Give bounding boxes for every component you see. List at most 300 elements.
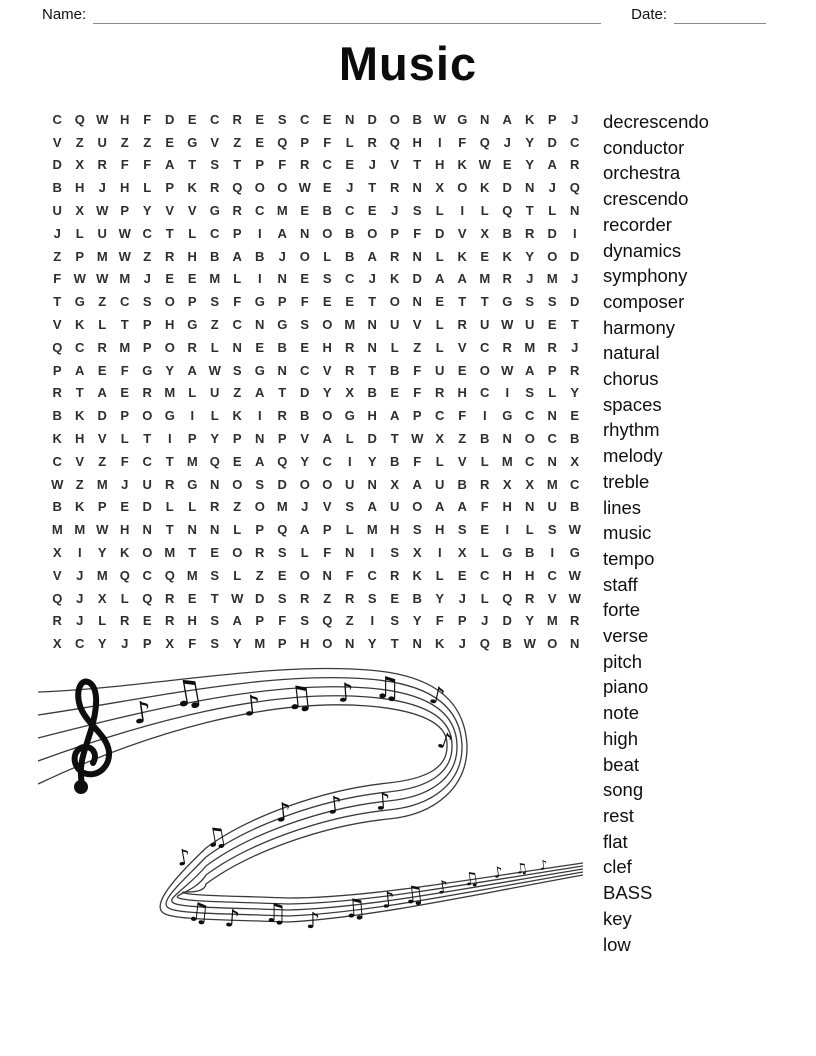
grid-letter[interactable]: E <box>232 453 242 469</box>
grid-letter[interactable]: B <box>52 180 62 196</box>
grid-letter[interactable]: C <box>345 203 355 219</box>
grid-letter[interactable]: J <box>301 499 309 515</box>
grid-letter[interactable]: D <box>52 157 62 173</box>
grid-letter[interactable]: Q <box>277 453 288 469</box>
grid-letter[interactable]: B <box>367 385 377 401</box>
grid-letter[interactable]: T <box>165 225 174 241</box>
grid-letter[interactable]: R <box>390 180 400 196</box>
grid-letter[interactable]: H <box>390 522 400 538</box>
grid-letter[interactable]: V <box>187 203 197 219</box>
grid-letter[interactable]: D <box>255 590 265 606</box>
grid-letter[interactable]: Y <box>367 636 377 652</box>
grid-letter[interactable]: Z <box>323 590 332 606</box>
grid-letter[interactable]: L <box>435 317 444 332</box>
grid-letter[interactable]: U <box>52 203 62 219</box>
grid-letter[interactable]: X <box>390 476 400 492</box>
grid-letter[interactable]: T <box>233 157 242 173</box>
grid-letter[interactable]: F <box>413 453 422 469</box>
grid-letter[interactable]: O <box>164 339 175 355</box>
grid-letter[interactable]: P <box>255 157 265 173</box>
grid-letter[interactable]: J <box>346 180 354 196</box>
word-list-item[interactable]: recorder <box>603 213 672 235</box>
grid-letter[interactable]: V <box>300 430 310 446</box>
grid-letter[interactable]: V <box>322 499 332 515</box>
grid-letter[interactable]: J <box>53 225 61 241</box>
grid-letter[interactable]: T <box>278 385 287 401</box>
grid-letter[interactable]: C <box>322 157 332 173</box>
grid-letter[interactable]: N <box>187 522 197 538</box>
word-list-item[interactable]: clef <box>603 856 632 878</box>
grid-letter[interactable]: G <box>277 317 288 332</box>
grid-letter[interactable]: E <box>435 294 445 310</box>
grid-letter[interactable]: V <box>52 134 62 150</box>
grid-letter[interactable]: C <box>480 339 490 355</box>
grid-letter[interactable]: W <box>96 203 109 219</box>
grid-letter[interactable]: E <box>255 339 265 355</box>
grid-letter[interactable]: R <box>255 544 265 560</box>
grid-letter[interactable]: E <box>300 203 310 219</box>
grid-letter[interactable]: X <box>457 544 467 560</box>
grid-letter[interactable]: X <box>525 476 535 492</box>
grid-letter[interactable]: V <box>457 339 467 355</box>
grid-letter[interactable]: I <box>257 271 262 287</box>
grid-letter[interactable]: W <box>501 362 514 378</box>
grid-letter[interactable]: L <box>210 339 219 355</box>
grid-letter[interactable]: A <box>412 476 422 492</box>
grid-letter[interactable]: Y <box>367 453 377 469</box>
grid-letter[interactable]: J <box>121 476 129 492</box>
grid-letter[interactable]: Q <box>569 180 580 196</box>
grid-letter[interactable]: N <box>412 248 422 264</box>
grid-letter[interactable]: L <box>233 271 242 287</box>
grid-letter[interactable]: R <box>435 385 445 401</box>
grid-letter[interactable]: K <box>187 180 197 196</box>
grid-letter[interactable]: H <box>435 157 445 173</box>
grid-letter[interactable]: E <box>480 522 490 538</box>
word-list-item[interactable]: high <box>603 727 638 749</box>
grid-letter[interactable]: R <box>570 362 580 378</box>
grid-letter[interactable]: O <box>547 636 558 652</box>
word-search-grid[interactable] <box>46 108 586 655</box>
grid-letter[interactable]: T <box>368 294 377 310</box>
grid-letter[interactable]: X <box>75 157 85 173</box>
grid-letter[interactable]: C <box>120 294 130 310</box>
grid-letter[interactable]: G <box>254 294 265 310</box>
word-list-item[interactable]: orchestra <box>603 162 681 184</box>
grid-letter[interactable]: X <box>435 180 445 196</box>
grid-letter[interactable]: D <box>97 408 107 424</box>
grid-letter[interactable]: J <box>548 180 556 196</box>
grid-letter[interactable]: F <box>120 362 129 378</box>
grid-letter[interactable]: O <box>457 180 468 196</box>
grid-letter[interactable]: L <box>98 317 107 332</box>
grid-letter[interactable]: K <box>390 271 400 287</box>
grid-letter[interactable]: H <box>75 430 85 446</box>
grid-letter[interactable]: E <box>187 590 197 606</box>
grid-letter[interactable]: I <box>505 522 510 538</box>
word-list-item[interactable]: lines <box>603 496 642 518</box>
grid-letter[interactable]: Y <box>525 134 535 150</box>
grid-letter[interactable]: V <box>165 203 175 219</box>
grid-letter[interactable]: S <box>277 544 287 560</box>
grid-letter[interactable]: U <box>390 499 400 515</box>
grid-letter[interactable]: P <box>187 430 197 446</box>
grid-letter[interactable]: V <box>457 225 467 241</box>
grid-letter[interactable]: R <box>570 613 580 629</box>
grid-letter[interactable]: W <box>118 225 131 241</box>
grid-letter[interactable]: N <box>502 430 512 446</box>
grid-letter[interactable]: O <box>479 362 490 378</box>
grid-letter[interactable]: B <box>300 408 310 424</box>
grid-letter[interactable]: V <box>547 590 557 606</box>
grid-letter[interactable]: C <box>142 567 152 583</box>
grid-letter[interactable]: R <box>457 317 467 332</box>
grid-letter[interactable]: C <box>52 453 62 469</box>
grid-letter[interactable]: N <box>277 362 287 378</box>
grid-letter[interactable]: T <box>188 544 197 560</box>
grid-letter[interactable]: Z <box>143 248 152 264</box>
grid-letter[interactable]: U <box>97 134 107 150</box>
grid-letter[interactable]: R <box>345 362 355 378</box>
grid-letter[interactable]: R <box>525 590 535 606</box>
grid-letter[interactable]: G <box>187 134 198 150</box>
grid-letter[interactable]: D <box>367 430 377 446</box>
grid-letter[interactable]: Y <box>300 453 310 469</box>
grid-letter[interactable]: Z <box>345 613 354 629</box>
grid-letter[interactable]: H <box>120 522 130 538</box>
grid-letter[interactable]: K <box>75 317 85 332</box>
grid-letter[interactable]: M <box>96 476 108 492</box>
grid-letter[interactable]: Q <box>52 590 63 606</box>
grid-letter[interactable]: O <box>232 544 243 560</box>
grid-letter[interactable]: B <box>255 248 265 264</box>
grid-letter[interactable]: B <box>277 339 287 355</box>
grid-letter[interactable]: A <box>187 362 197 378</box>
grid-letter[interactable]: U <box>480 317 490 332</box>
grid-letter[interactable]: N <box>345 544 355 560</box>
grid-letter[interactable]: R <box>300 590 310 606</box>
grid-letter[interactable]: M <box>96 248 108 264</box>
grid-letter[interactable]: R <box>142 385 152 401</box>
grid-letter[interactable]: V <box>52 317 62 332</box>
grid-letter[interactable]: U <box>390 317 400 332</box>
grid-letter[interactable]: O <box>322 408 333 424</box>
grid-letter[interactable]: G <box>502 544 513 560</box>
grid-letter[interactable]: M <box>119 339 131 355</box>
word-list-item[interactable]: pitch <box>603 650 643 672</box>
grid-letter[interactable]: O <box>524 430 535 446</box>
grid-letter[interactable]: L <box>345 430 354 446</box>
grid-letter[interactable]: T <box>368 362 377 378</box>
grid-letter[interactable]: F <box>53 271 62 287</box>
word-list-item[interactable]: staff <box>603 573 638 595</box>
grid-letter[interactable]: G <box>209 203 220 219</box>
grid-letter[interactable]: I <box>482 408 487 424</box>
grid-letter[interactable]: X <box>412 544 422 560</box>
grid-letter[interactable]: S <box>210 613 220 629</box>
grid-letter[interactable]: M <box>524 339 536 355</box>
grid-letter[interactable]: Y <box>232 636 242 652</box>
grid-letter[interactable]: K <box>232 408 242 424</box>
grid-letter[interactable]: D <box>570 294 580 310</box>
grid-letter[interactable]: T <box>120 317 129 332</box>
grid-letter[interactable]: P <box>300 134 310 150</box>
grid-letter[interactable]: R <box>165 613 175 629</box>
grid-letter[interactable]: N <box>525 180 535 196</box>
grid-letter[interactable]: L <box>345 522 354 538</box>
grid-letter[interactable]: O <box>164 294 175 310</box>
grid-letter[interactable]: H <box>75 180 85 196</box>
grid-letter[interactable]: R <box>345 590 355 606</box>
grid-letter[interactable]: C <box>480 385 490 401</box>
grid-letter[interactable]: Q <box>52 339 63 355</box>
grid-letter[interactable]: L <box>435 453 444 469</box>
word-list-item[interactable]: dynamics <box>603 239 682 261</box>
grid-letter[interactable]: F <box>480 499 489 515</box>
grid-letter[interactable]: P <box>547 362 557 378</box>
grid-letter[interactable]: G <box>164 408 175 424</box>
grid-letter[interactable]: T <box>165 453 174 469</box>
word-list-item[interactable]: piano <box>603 676 649 698</box>
grid-letter[interactable]: L <box>98 613 107 629</box>
grid-letter[interactable]: P <box>390 225 400 241</box>
grid-letter[interactable]: M <box>96 567 108 583</box>
grid-letter[interactable]: B <box>345 248 355 264</box>
grid-letter[interactable]: Z <box>233 134 242 150</box>
grid-letter[interactable]: A <box>457 271 467 287</box>
grid-letter[interactable]: E <box>322 180 332 196</box>
grid-letter[interactable]: N <box>367 339 377 355</box>
grid-letter[interactable]: W <box>568 567 581 583</box>
grid-letter[interactable]: G <box>569 544 580 560</box>
grid-letter[interactable]: A <box>165 157 175 173</box>
grid-letter[interactable]: S <box>210 294 220 310</box>
grid-letter[interactable]: A <box>367 499 377 515</box>
grid-letter[interactable]: H <box>120 180 130 196</box>
grid-letter[interactable]: S <box>210 636 220 652</box>
grid-letter[interactable]: L <box>390 339 399 355</box>
grid-letter[interactable]: W <box>231 590 244 606</box>
grid-letter[interactable]: R <box>390 567 400 583</box>
grid-letter[interactable]: G <box>254 362 265 378</box>
grid-letter[interactable]: P <box>97 499 107 515</box>
grid-letter[interactable]: A <box>75 362 85 378</box>
grid-letter[interactable]: U <box>210 385 220 401</box>
grid-letter[interactable]: B <box>390 362 400 378</box>
grid-letter[interactable]: X <box>52 544 62 560</box>
grid-letter[interactable]: V <box>457 453 467 469</box>
grid-letter[interactable]: M <box>276 203 288 219</box>
grid-letter[interactable]: K <box>75 408 85 424</box>
grid-letter[interactable]: Z <box>143 134 152 150</box>
grid-letter[interactable]: E <box>502 157 512 173</box>
grid-letter[interactable]: F <box>345 567 354 583</box>
grid-letter[interactable]: W <box>118 248 131 264</box>
grid-letter[interactable]: S <box>322 271 332 287</box>
grid-letter[interactable]: Q <box>164 567 175 583</box>
grid-letter[interactable]: P <box>255 522 265 538</box>
grid-letter[interactable]: G <box>142 362 153 378</box>
grid-letter[interactable]: P <box>255 613 265 629</box>
grid-letter[interactable]: N <box>300 225 310 241</box>
grid-letter[interactable]: C <box>367 567 377 583</box>
grid-letter[interactable]: P <box>232 430 242 446</box>
grid-letter[interactable]: R <box>480 476 490 492</box>
grid-letter[interactable]: N <box>322 567 332 583</box>
grid-letter[interactable]: A <box>322 430 332 446</box>
grid-letter[interactable]: E <box>300 339 310 355</box>
grid-letter[interactable]: L <box>435 203 444 219</box>
grid-letter[interactable]: N <box>412 636 422 652</box>
grid-letter[interactable]: H <box>502 567 512 583</box>
grid-letter[interactable]: L <box>323 248 332 264</box>
grid-letter[interactable]: K <box>75 499 85 515</box>
grid-letter[interactable]: M <box>254 636 266 652</box>
grid-letter[interactable]: O <box>142 544 153 560</box>
grid-letter[interactable]: C <box>142 453 152 469</box>
grid-letter[interactable]: L <box>233 567 242 583</box>
word-list-item[interactable]: music <box>603 522 652 544</box>
grid-letter[interactable]: F <box>188 636 197 652</box>
grid-letter[interactable]: J <box>391 203 399 219</box>
grid-letter[interactable]: A <box>457 499 467 515</box>
grid-letter[interactable]: F <box>143 111 152 127</box>
grid-letter[interactable]: S <box>525 385 535 401</box>
grid-letter[interactable]: A <box>255 385 265 401</box>
grid-letter[interactable]: L <box>233 522 242 538</box>
grid-letter[interactable]: R <box>300 157 310 173</box>
grid-letter[interactable]: Y <box>210 430 220 446</box>
grid-letter[interactable]: B <box>52 408 62 424</box>
grid-letter[interactable]: Q <box>277 134 288 150</box>
grid-letter[interactable]: Y <box>525 157 535 173</box>
grid-letter[interactable]: O <box>299 567 310 583</box>
grid-letter[interactable]: H <box>187 248 197 264</box>
grid-letter[interactable]: N <box>480 111 490 127</box>
grid-letter[interactable]: G <box>502 294 513 310</box>
grid-letter[interactable]: J <box>76 567 84 583</box>
grid-letter[interactable]: T <box>188 157 197 173</box>
grid-letter[interactable]: L <box>548 385 557 401</box>
grid-letter[interactable]: Q <box>502 590 513 606</box>
grid-letter[interactable]: D <box>570 248 580 264</box>
grid-letter[interactable]: E <box>457 362 467 378</box>
grid-letter[interactable]: A <box>277 225 287 241</box>
grid-letter[interactable]: R <box>165 248 175 264</box>
grid-letter[interactable]: J <box>526 271 534 287</box>
grid-letter[interactable]: D <box>547 134 557 150</box>
grid-letter[interactable]: A <box>547 157 557 173</box>
grid-letter[interactable]: M <box>546 613 558 629</box>
grid-letter[interactable]: B <box>52 499 62 515</box>
grid-letter[interactable]: A <box>255 453 265 469</box>
grid-letter[interactable]: P <box>277 430 287 446</box>
grid-letter[interactable]: L <box>300 544 309 560</box>
grid-letter[interactable]: V <box>75 453 85 469</box>
grid-letter[interactable]: T <box>570 317 579 332</box>
grid-letter[interactable]: D <box>547 225 557 241</box>
grid-letter[interactable]: E <box>165 271 175 287</box>
grid-letter[interactable]: O <box>322 225 333 241</box>
grid-letter[interactable]: I <box>257 408 262 424</box>
grid-letter[interactable]: C <box>435 408 445 424</box>
grid-letter[interactable]: M <box>501 453 513 469</box>
grid-letter[interactable]: P <box>165 180 175 196</box>
grid-letter[interactable]: E <box>322 294 332 310</box>
grid-letter[interactable]: C <box>300 111 310 127</box>
word-list-item[interactable]: melody <box>603 445 663 467</box>
grid-letter[interactable]: W <box>433 111 446 127</box>
grid-letter[interactable]: R <box>547 339 557 355</box>
grid-letter[interactable]: L <box>188 499 197 515</box>
grid-letter[interactable]: C <box>547 567 557 583</box>
grid-letter[interactable]: D <box>412 271 422 287</box>
grid-letter[interactable]: R <box>187 339 197 355</box>
grid-letter[interactable]: X <box>75 203 85 219</box>
grid-letter[interactable]: S <box>277 111 287 127</box>
grid-letter[interactable]: T <box>210 590 219 606</box>
grid-letter[interactable]: A <box>525 362 535 378</box>
grid-letter[interactable]: I <box>437 134 442 150</box>
grid-letter[interactable]: I <box>77 544 82 560</box>
grid-letter[interactable]: Y <box>97 544 107 560</box>
grid-letter[interactable]: C <box>142 225 152 241</box>
grid-letter[interactable]: J <box>503 134 511 150</box>
grid-letter[interactable]: Q <box>232 180 243 196</box>
grid-letter[interactable]: N <box>255 430 265 446</box>
grid-letter[interactable]: C <box>547 430 557 446</box>
grid-letter[interactable]: M <box>119 271 131 287</box>
grid-letter[interactable]: X <box>502 476 512 492</box>
grid-letter[interactable]: Z <box>255 567 264 583</box>
grid-letter[interactable]: S <box>277 590 287 606</box>
word-list-item[interactable]: natural <box>603 342 660 364</box>
grid-letter[interactable]: W <box>568 522 581 538</box>
grid-letter[interactable]: M <box>546 476 558 492</box>
grid-letter[interactable]: E <box>480 248 490 264</box>
grid-letter[interactable]: Z <box>233 499 242 515</box>
grid-letter[interactable]: I <box>505 385 510 401</box>
grid-letter[interactable]: C <box>570 476 580 492</box>
grid-letter[interactable]: P <box>120 408 130 424</box>
grid-letter[interactable]: A <box>367 248 377 264</box>
grid-letter[interactable]: Z <box>75 134 84 150</box>
word-list-item[interactable]: harmony <box>603 316 675 338</box>
grid-letter[interactable]: P <box>547 111 557 127</box>
grid-letter[interactable]: O <box>277 180 288 196</box>
grid-letter[interactable]: E <box>255 134 265 150</box>
word-list-item[interactable]: verse <box>603 625 649 647</box>
grid-letter[interactable]: M <box>546 271 558 287</box>
grid-letter[interactable]: O <box>389 111 400 127</box>
grid-letter[interactable]: C <box>480 567 490 583</box>
grid-letter[interactable]: B <box>210 248 220 264</box>
grid-letter[interactable]: P <box>52 362 62 378</box>
grid-letter[interactable]: G <box>187 476 198 492</box>
grid-letter[interactable]: F <box>120 157 129 173</box>
grid-letter[interactable]: F <box>413 362 422 378</box>
word-list-item[interactable]: composer <box>603 290 685 312</box>
grid-letter[interactable]: V <box>97 430 107 446</box>
grid-letter[interactable]: B <box>457 476 467 492</box>
grid-letter[interactable]: O <box>142 408 153 424</box>
grid-letter[interactable]: U <box>142 476 152 492</box>
grid-letter[interactable]: L <box>525 522 534 538</box>
grid-letter[interactable]: S <box>547 294 557 310</box>
grid-letter[interactable]: C <box>345 271 355 287</box>
word-list-item[interactable]: decrescendo <box>603 111 709 132</box>
grid-letter[interactable]: F <box>233 294 242 310</box>
